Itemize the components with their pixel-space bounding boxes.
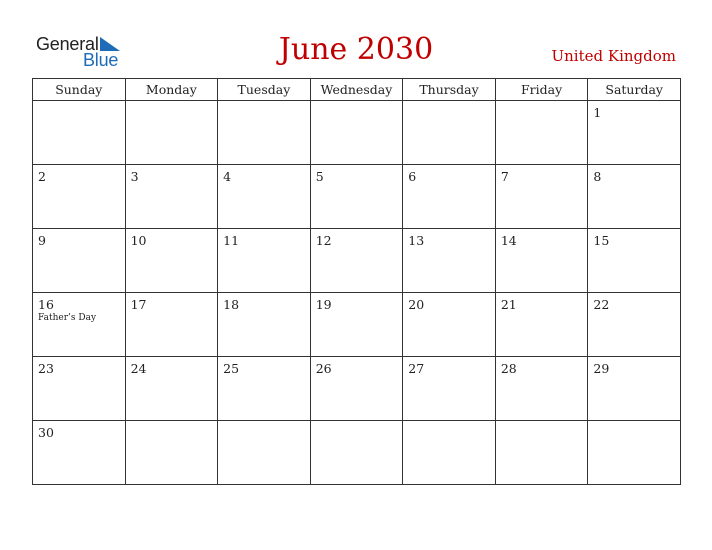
day-number: 20 (408, 297, 425, 312)
day-cell (495, 357, 588, 421)
day-cell (495, 229, 588, 293)
day-cell (218, 421, 311, 485)
week-row (33, 101, 681, 165)
day-cell (218, 229, 311, 293)
day-cell (310, 101, 403, 165)
day-cell (125, 357, 218, 421)
day-cell (588, 293, 681, 357)
day-number (218, 421, 310, 426)
day-cell (33, 101, 126, 165)
weekday-header-row (33, 79, 681, 101)
day-cell (125, 293, 218, 357)
day-cell (588, 229, 681, 293)
day-cell (403, 229, 496, 293)
day-number (126, 421, 218, 426)
week-row (33, 229, 681, 293)
day-number: 13 (408, 233, 425, 248)
day-number (126, 101, 218, 106)
week-row (33, 165, 681, 229)
day-number (588, 421, 680, 426)
day-number: 4 (223, 169, 232, 184)
day-number: 25 (223, 361, 240, 376)
week-row (33, 421, 681, 485)
day-number: 19 (315, 297, 332, 312)
day-number: 30 (38, 425, 54, 440)
day-cell (33, 357, 126, 421)
day-cell (218, 165, 311, 229)
day-number: 26 (315, 361, 332, 376)
weekday-header: Friday (495, 79, 588, 101)
day-cell (33, 165, 126, 229)
day-number: 17 (130, 297, 147, 312)
day-number (311, 101, 403, 106)
day-number (33, 101, 125, 106)
day-number (311, 421, 403, 426)
day-number: 12 (315, 233, 332, 248)
day-number: 5 (315, 169, 324, 184)
day-number: 3 (130, 169, 139, 184)
day-number: 10 (130, 233, 147, 248)
day-cell (495, 101, 588, 165)
day-cell (33, 293, 126, 357)
logo-word-blue: Blue (83, 50, 119, 70)
day-number: 27 (408, 361, 425, 376)
day-cell (33, 229, 126, 293)
day-number (218, 101, 310, 106)
day-cell (403, 293, 496, 357)
day-cell (495, 293, 588, 357)
weekday-header: Tuesday (218, 79, 311, 101)
day-cell (403, 421, 496, 485)
weekday-header: Sunday (33, 79, 126, 101)
logo-word-general: General (36, 34, 99, 54)
day-number: 15 (593, 233, 610, 248)
day-number: 7 (500, 169, 509, 184)
day-cell (218, 293, 311, 357)
day-cell (310, 293, 403, 357)
day-number: 11 (223, 233, 240, 248)
weekday-header: Monday (125, 79, 218, 101)
week-row (33, 357, 681, 421)
day-number: 14 (500, 233, 517, 248)
weekday-header: Saturday (588, 79, 681, 101)
country-label: United Kingdom (551, 47, 676, 65)
day-cell (125, 421, 218, 485)
day-cell (310, 165, 403, 229)
day-cell (125, 165, 218, 229)
day-number: 2 (38, 169, 46, 184)
weekday-header: Thursday (403, 79, 496, 101)
day-cell (310, 229, 403, 293)
day-cell (310, 421, 403, 485)
day-cell (403, 165, 496, 229)
day-number: 16 (38, 297, 54, 312)
day-number: 6 (408, 169, 417, 184)
month-calendar (32, 78, 681, 485)
weekday-header: Wednesday (310, 79, 403, 101)
day-number: 21 (500, 297, 517, 312)
day-cell (588, 357, 681, 421)
day-cell (588, 165, 681, 229)
day-cell (588, 101, 681, 165)
day-cell (588, 421, 681, 485)
holiday-label: Father’s Day (38, 313, 97, 323)
day-cell (310, 357, 403, 421)
day-cell (495, 165, 588, 229)
day-number: 23 (38, 361, 54, 376)
day-number (496, 421, 588, 426)
day-number: 9 (38, 233, 46, 248)
day-number: 29 (593, 361, 610, 376)
day-cell (33, 421, 126, 485)
day-number (403, 421, 495, 426)
day-number: 22 (593, 297, 610, 312)
day-cell (403, 101, 496, 165)
day-cell (218, 357, 311, 421)
week-row (33, 293, 681, 357)
day-number: 24 (130, 361, 147, 376)
day-cell (125, 101, 218, 165)
day-number: 18 (223, 297, 240, 312)
day-number: 28 (500, 361, 517, 376)
day-number (403, 101, 495, 106)
day-cell (125, 229, 218, 293)
day-number: 8 (593, 169, 602, 184)
day-cell (218, 101, 311, 165)
day-cell (495, 421, 588, 485)
day-cell (403, 357, 496, 421)
day-number: 1 (593, 105, 602, 120)
page-title: June 2030 (278, 32, 434, 67)
day-number (496, 101, 588, 106)
